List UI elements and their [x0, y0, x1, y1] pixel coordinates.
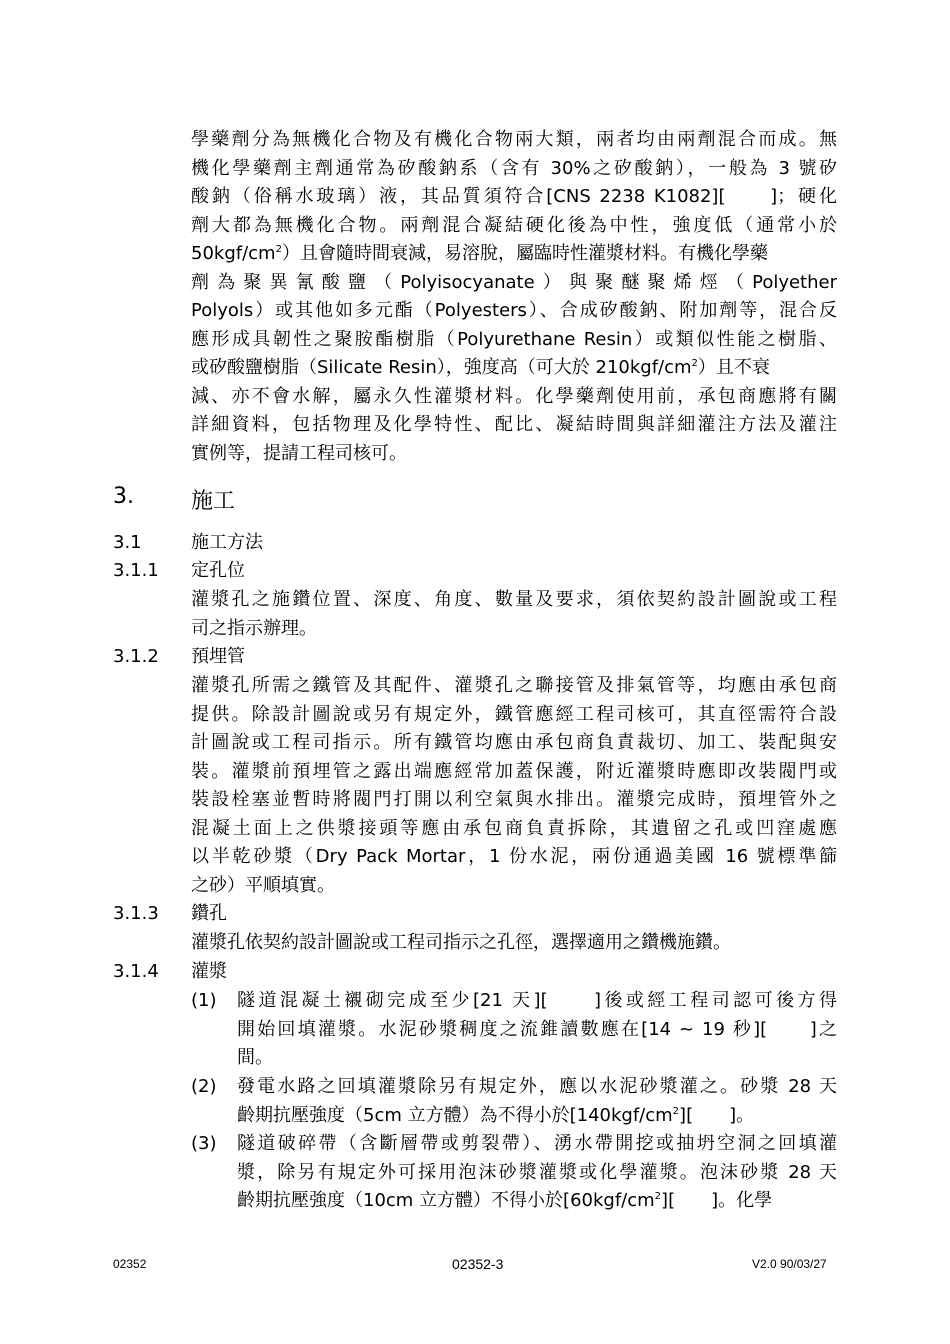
footer-page-number: 02352-3 [452, 1256, 504, 1272]
subsection-number: 3.1.2 [113, 646, 159, 667]
intro-text: 50kgf/cm [191, 243, 276, 264]
list-item-number: (2) [191, 1076, 217, 1097]
body-line: 以半乾砂漿（Dry Pack Mortar，1 份水泥，兩份通過美國 16 號標準篩 [191, 846, 837, 867]
body-line: 混凝土面上之供漿接頭等應由承包商負責拆除，其遺留之孔或凹窪處應 [191, 817, 837, 839]
subsection-title: 定孔位 [191, 560, 245, 581]
subsection-number: 3.1 [113, 532, 142, 553]
item-line: 隧道破碎帶（含斷層帶或剪裂帶）、湧水帶開挖或抽坍空洞之回填灌 [237, 1133, 837, 1154]
body-line: 灌漿孔之施鑽位置、深度、角度、數量及要求，須依契約設計圖說或工程 [191, 589, 837, 610]
intro-text: ）且不衰 [697, 357, 770, 378]
intro-line: 應形成具韌性之聚胺酯樹脂（Polyurethane Resin）或類似性能之樹脂、 [191, 328, 837, 350]
subsection-title: 施工方法 [191, 532, 263, 553]
subsection-number: 3.1.4 [113, 961, 159, 982]
subsection-title: 灌漿 [191, 961, 227, 982]
subsection-number: 3.1.3 [113, 903, 159, 924]
body-line: 司之指示辦理。 [191, 617, 317, 639]
intro-line [191, 240, 837, 269]
intro-line: 實例等，提請工程司核可。 [191, 442, 407, 464]
body-line: 裝。灌漿前預埋管之露出端應經常加蓋保護，附近灌漿時應即改裝閥門或 [191, 760, 837, 782]
intro-line: Polyols）或其他如多元酯（Polyesters）、合成矽酸鈉、附加劑等，混合反 [191, 300, 837, 321]
intro-line: 學藥劑分為無機化合物及有機化合物兩大類，兩者均由兩劑混合而成。無 [191, 129, 837, 150]
superscript: 2 [654, 1191, 662, 1202]
body-line: 提供。除設計圖說或另有規定外，鐵管應經工程司核可，其直徑需符合設 [191, 703, 837, 725]
item-line: 發電水路之回填灌漿除另有規定外，應以水泥砂漿灌之。砂漿 28 天 [237, 1076, 837, 1097]
item-text: ][ ]。 [679, 1104, 755, 1126]
section-title: 施工 [191, 489, 236, 514]
list-item-number: (1) [191, 990, 217, 1011]
list-item [237, 987, 837, 1073]
superscript: 2 [691, 358, 698, 369]
intro-line: 詳細資料，包括物理及化學特性、配比、凝結時間與詳細灌注方法及灌注 [191, 414, 837, 435]
item-line: 漿，除另有規定外可採用泡沫砂漿灌漿或化學灌漿。泡沫砂漿 28 天 [237, 1161, 837, 1183]
footer-version: V2.0 90/03/27 [752, 1257, 827, 1271]
subsection-number: 3.1.1 [113, 560, 159, 581]
subsection-body [191, 672, 837, 900]
body-line: 灌漿孔依契約設計圖說或工程司指示之孔徑，選擇適用之鑽機施鑽。 [191, 932, 731, 953]
body-line: 計圖說或工程司指示。所有鐵管均應由承包商負責裁切、加工、裝配與安 [191, 732, 837, 753]
body-line: 灌漿孔所需之鐵管及其配件、灌漿孔之聯接管及排氣管等，均應由承包商 [191, 675, 837, 696]
intro-line: 酸鈉（俗稱水玻璃）液，其品質須符合[CNS 2238 K1082][ ]；硬化 [191, 186, 837, 207]
subsection-body [191, 586, 837, 643]
item-text: ][ ]。化學 [661, 1190, 773, 1211]
subsection-title: 預埋管 [191, 646, 245, 667]
superscript: 2 [672, 1105, 680, 1117]
intro-line: 機化學藥劑主劑通常為矽酸鈉系（含有 30%之矽酸鈉），一般為 3 號矽 [191, 157, 837, 179]
body-line: 之砂）平順填實。 [191, 874, 335, 896]
intro-line: 劑為聚異氰酸鹽（Polyisocyanate）與聚醚聚烯烴（Polyether [191, 271, 837, 293]
intro-line [191, 354, 837, 383]
section-number: 3. [113, 484, 134, 509]
body-line: 裝設栓塞並暫時將閥門打開以利空氣與水排出。灌漿完成時，預埋管外之 [191, 789, 837, 810]
item-line [237, 1102, 837, 1131]
list-item-number: (3) [191, 1133, 217, 1154]
footer-left: 02352 [113, 1257, 147, 1271]
list-item [237, 1073, 837, 1130]
item-text: 齡期抗壓強度（10cm 立方體）不得小於[60kgf/cm [237, 1190, 655, 1211]
item-line: 開始回填灌漿。水泥砂漿稠度之流錐讀數應在[14 ~ 19 秒][ ]之 [237, 1018, 837, 1040]
item-text: 齡期抗壓強度（5cm 立方體）為不得小於[140kgf/cm [237, 1104, 673, 1126]
intro-text: ）且會隨時間衰減，易溶脫，屬臨時性灌漿材料。有機化學藥 [281, 243, 768, 264]
item-line [237, 1187, 837, 1216]
intro-text: 或矽酸鹽樹脂（Silicate Resin），強度高（可大於 210kgf/cm [191, 357, 692, 378]
item-line: 間。 [237, 1047, 273, 1068]
list-item [237, 1130, 837, 1216]
subsection-body [191, 929, 837, 958]
subsection-title: 鑽孔 [191, 903, 227, 924]
item-line: 隧道混凝土襯砌完成至少[21 天][ ]後或經工程司認可後方得 [237, 990, 837, 1011]
intro-line: 劑大都為無機化合物。兩劑混合凝結硬化後為中性，強度低（通常小於 [191, 214, 837, 236]
superscript: 2 [275, 244, 282, 255]
intro-line: 減、亦不會水解，屬永久性灌漿材料。化學藥劑使用前，承包商應將有關 [191, 385, 837, 407]
